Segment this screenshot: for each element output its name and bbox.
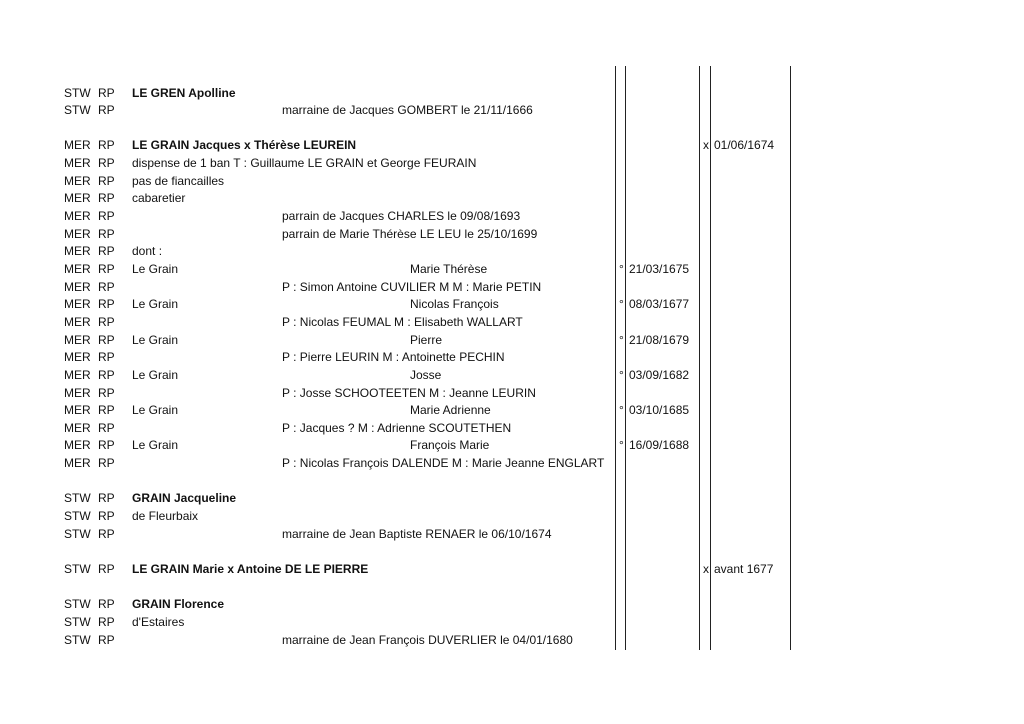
table-row	[0, 455, 1024, 472]
role-cell: P : Pierre LEURIN M : Antoinette PECHIN	[282, 350, 505, 364]
role-cell: marraine de Jacques GOMBERT le 21/11/1666	[282, 103, 533, 117]
place-cell: STW	[64, 527, 91, 541]
source-cell: RP	[98, 527, 115, 541]
source-cell: RP	[98, 615, 115, 629]
child-name-cell: Pierre	[410, 333, 443, 347]
name-cell: pas de fiancailles	[132, 174, 225, 188]
table-row	[0, 402, 1024, 419]
place-cell: MER	[64, 209, 91, 223]
place-cell: STW	[64, 633, 91, 647]
place-cell: MER	[64, 262, 91, 276]
birth-date: 21/08/1679	[629, 333, 690, 347]
birth-mark: °	[619, 262, 624, 276]
table-row	[0, 420, 1024, 437]
place-cell: MER	[64, 297, 91, 311]
role-cell: parrain de Jacques CHARLES le 09/08/1693	[282, 209, 521, 223]
source-cell: RP	[98, 562, 115, 576]
place-cell: STW	[64, 103, 91, 117]
child-name-cell: François Marie	[410, 438, 490, 452]
table-row	[0, 332, 1024, 349]
role-cell: parrain de Marie Thérèse LE LEU le 25/10/1699	[282, 227, 538, 241]
table-row	[0, 85, 1024, 102]
birth-date: 16/09/1688	[629, 438, 690, 452]
table-row	[0, 173, 1024, 190]
role-cell: P : Simon Antoine CUVILIER M M : Marie PETIN	[282, 280, 542, 294]
source-cell: RP	[98, 244, 115, 258]
place-cell: MER	[64, 227, 91, 241]
source-cell: RP	[98, 403, 115, 417]
table-row	[0, 614, 1024, 631]
name-cell: LE GRAIN Marie x Antoine DE LE PIERRE	[132, 562, 369, 576]
place-cell: MER	[64, 156, 91, 170]
source-cell: RP	[98, 333, 115, 347]
place-cell: STW	[64, 491, 91, 505]
source-cell: RP	[98, 227, 115, 241]
place-cell: MER	[64, 438, 91, 452]
place-cell: STW	[64, 615, 91, 629]
source-cell: RP	[98, 491, 115, 505]
place-cell: MER	[64, 244, 91, 258]
table-row	[0, 632, 1024, 649]
table-row	[0, 137, 1024, 154]
source-cell: RP	[98, 209, 115, 223]
marriage-mark: x	[703, 562, 709, 576]
table-row	[0, 296, 1024, 313]
name-cell: Le Grain	[132, 403, 179, 417]
source-cell: RP	[98, 438, 115, 452]
name-cell: Le Grain	[132, 297, 179, 311]
birth-mark: °	[619, 297, 624, 311]
name-cell: Le Grain	[132, 438, 179, 452]
place-cell: STW	[64, 509, 91, 523]
source-cell: RP	[98, 315, 115, 329]
table-row	[0, 261, 1024, 278]
table-row	[0, 243, 1024, 260]
marriage-date: avant 1677	[714, 562, 774, 576]
source-cell: RP	[98, 386, 115, 400]
source-cell: RP	[98, 280, 115, 294]
name-cell: dispense de 1 ban T : Guillaume LE GRAIN et George FEURAIN	[132, 156, 477, 170]
table-row	[0, 208, 1024, 225]
place-cell: MER	[64, 333, 91, 347]
source-cell: RP	[98, 633, 115, 647]
place-cell: MER	[64, 191, 91, 205]
birth-date: 03/09/1682	[629, 368, 690, 382]
child-name-cell: Josse	[410, 368, 442, 382]
place-cell: MER	[64, 350, 91, 364]
birth-mark: °	[619, 333, 624, 347]
table-row	[0, 226, 1024, 243]
source-cell: RP	[98, 368, 115, 382]
birth-mark: °	[619, 438, 624, 452]
name-cell: Le Grain	[132, 262, 179, 276]
table-row	[0, 102, 1024, 119]
child-name-cell: Marie Thérèse	[410, 262, 488, 276]
name-cell: LE GRAIN Jacques x Thérèse LEUREIN	[132, 138, 357, 152]
name-cell: Le Grain	[132, 368, 179, 382]
name-cell: GRAIN Florence	[132, 597, 225, 611]
place-cell: MER	[64, 280, 91, 294]
birth-date: 21/03/1675	[629, 262, 690, 276]
source-cell: RP	[98, 421, 115, 435]
table-row	[0, 385, 1024, 402]
source-cell: RP	[98, 262, 115, 276]
role-cell: P : Nicolas FEUMAL M : Elisabeth WALLART	[282, 315, 523, 329]
place-cell: MER	[64, 403, 91, 417]
name-cell: dont :	[132, 244, 163, 258]
child-name-cell: Marie Adrienne	[410, 403, 491, 417]
table-row	[0, 526, 1024, 543]
table-row	[0, 190, 1024, 207]
name-cell: LE GREN Apolline	[132, 86, 236, 100]
source-cell: RP	[98, 138, 115, 152]
source-cell: RP	[98, 103, 115, 117]
place-cell: MER	[64, 315, 91, 329]
table-row	[0, 490, 1024, 507]
place-cell: MER	[64, 386, 91, 400]
table-row	[0, 596, 1024, 613]
name-cell: d'Estaires	[132, 615, 185, 629]
birth-date: 03/10/1685	[629, 403, 690, 417]
table-row	[0, 437, 1024, 454]
source-cell: RP	[98, 156, 115, 170]
place-cell: MER	[64, 456, 91, 470]
source-cell: RP	[98, 350, 115, 364]
source-cell: RP	[98, 86, 115, 100]
role-cell: marraine de Jean François DUVERLIER le 04/01/1680	[282, 633, 573, 647]
source-cell: RP	[98, 509, 115, 523]
child-name-cell: Nicolas François	[410, 297, 499, 311]
source-cell: RP	[98, 456, 115, 470]
place-cell: STW	[64, 597, 91, 611]
name-cell: Le Grain	[132, 333, 179, 347]
place-cell: MER	[64, 368, 91, 382]
name-cell: de Fleurbaix	[132, 509, 199, 523]
source-cell: RP	[98, 597, 115, 611]
source-cell: RP	[98, 174, 115, 188]
place-cell: MER	[64, 174, 91, 188]
table-row	[0, 367, 1024, 384]
source-cell: RP	[98, 191, 115, 205]
table-row	[0, 155, 1024, 172]
birth-date: 08/03/1677	[629, 297, 690, 311]
place-cell: MER	[64, 138, 91, 152]
birth-mark: °	[619, 368, 624, 382]
table-row	[0, 561, 1024, 578]
table-row	[0, 314, 1024, 331]
marriage-date: 01/06/1674	[714, 138, 775, 152]
birth-mark: °	[619, 403, 624, 417]
table-row	[0, 508, 1024, 525]
place-cell: STW	[64, 562, 91, 576]
place-cell: STW	[64, 86, 91, 100]
source-cell: RP	[98, 297, 115, 311]
role-cell: P : Jacques ? M : Adrienne SCOUTETHEN	[282, 421, 512, 435]
marriage-mark: x	[703, 138, 709, 152]
role-cell: marraine de Jean Baptiste RENAER le 06/10/1674	[282, 527, 552, 541]
role-cell: P : Josse SCHOOTEETEN M : Jeanne LEURIN	[282, 386, 536, 400]
name-cell: cabaretier	[132, 191, 186, 205]
table-row	[0, 279, 1024, 296]
table-row	[0, 349, 1024, 366]
place-cell: MER	[64, 421, 91, 435]
role-cell: P : Nicolas François DALENDE M : Marie Jeanne ENGLART	[282, 456, 605, 470]
name-cell: GRAIN Jacqueline	[132, 491, 237, 505]
